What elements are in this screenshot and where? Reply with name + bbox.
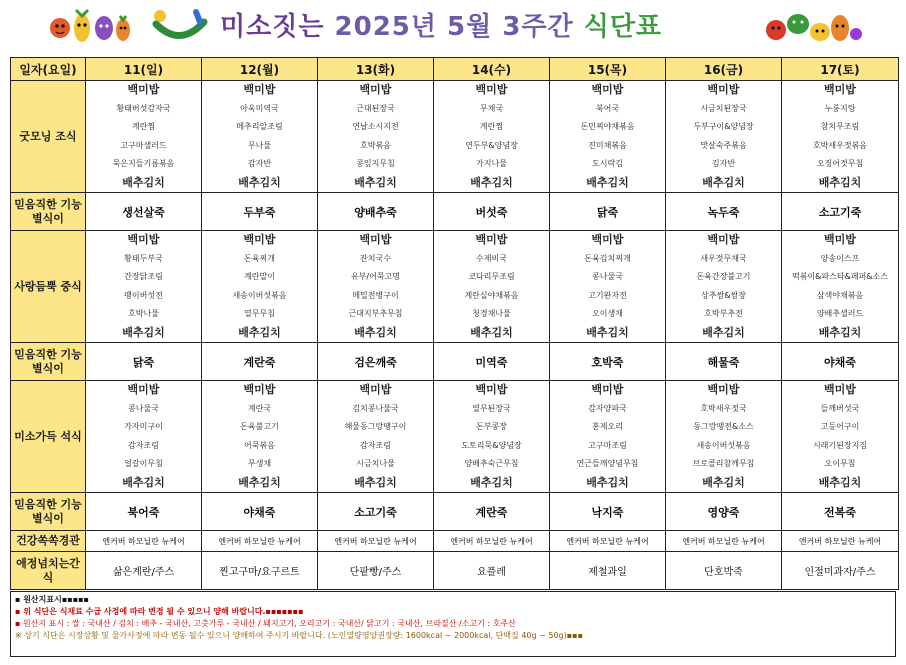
menu-item: 배추김치 (702, 175, 745, 189)
porridge-cell: 계란죽 (434, 493, 550, 531)
menu-item: 백미밥 (243, 233, 276, 246)
menu-item: 청경채나물 (472, 309, 511, 318)
menu-item: 아욱미역국 (240, 103, 279, 113)
menu-item: 무나물 (247, 140, 272, 150)
row-label: 건강쏙쏙경관 (11, 531, 86, 552)
menu-item: 황태두부국 (124, 253, 163, 263)
meal-cell (782, 381, 899, 493)
menu-item: 북어국 (595, 103, 620, 113)
menu-item: 배추김치 (586, 175, 629, 189)
menu-item: 백미밥 (707, 383, 740, 396)
menu-item: 배추김치 (238, 325, 281, 339)
meal-row (11, 231, 899, 343)
menu-item: 배추김치 (122, 325, 165, 339)
meal-cell (86, 81, 202, 193)
meal-cell (666, 81, 782, 193)
menu-item: 백미밥 (127, 383, 160, 396)
menu-item: 팽이버섯전 (124, 290, 163, 300)
day-header: 13(화) (318, 58, 434, 81)
menu-item: 백미밥 (591, 383, 624, 396)
day-header: 17(토) (782, 58, 899, 81)
menu-item: 열무된장국 (472, 403, 511, 413)
footer-nutrition-notice: ※ 상기 식단은 시장상황 및 물가사정에 따라 변동 될수 있으니 양해하여 주시기 바랍니다. (노인열량영양권장량: 1600kcal ~ 2000kcal, 단백질 40g ~ 50g)▪▪▪ (15, 631, 584, 640)
menu-item: 호박부추전 (704, 309, 743, 318)
row-label: 믿음직한 기능별식이 (11, 343, 86, 381)
menu-item: 오이무침 (824, 459, 856, 468)
menu-item: 김치콩나물국 (352, 403, 399, 413)
menu-item: 백미밥 (359, 83, 392, 96)
menu-item: 계란말이 (244, 272, 275, 281)
menu-item: 배추김치 (122, 475, 165, 489)
menu-item: 가지나물 (476, 159, 507, 168)
porridge-cell: 두부죽 (202, 193, 318, 231)
menu-item: 훈제오리 (592, 422, 623, 431)
row-label: 애정넘치는간식 (11, 552, 86, 590)
menu-item: 돈민찌야채볶음 (580, 122, 635, 131)
menu-item: 시래기된장지짐 (812, 440, 868, 450)
header-row (11, 58, 899, 81)
porridge-row (11, 493, 899, 531)
health-cell: 엔커버 하모닐란 뉴케어 (434, 531, 550, 552)
porridge-row (11, 343, 899, 381)
menu-item: 돈육김치찌개 (584, 253, 631, 263)
menu-item: 배추김치 (470, 175, 513, 189)
menu-item: 메밀전병구이 (352, 290, 399, 300)
day-header: 12(월) (202, 58, 318, 81)
menu-item: 연날소시지전 (352, 122, 399, 131)
porridge-cell: 녹두죽 (666, 193, 782, 231)
menu-item: 동그랑땡전&소스 (693, 422, 754, 431)
menu-item: 고등어구이 (820, 422, 860, 431)
menu-item: 진미채볶음 (588, 140, 627, 150)
menu-item: 떡볶이&파스타&페퍼&소스 (792, 272, 888, 281)
porridge-cell: 북어죽 (86, 493, 202, 531)
menu-item: 배추김치 (238, 475, 281, 489)
porridge-cell: 닭죽 (550, 193, 666, 231)
menu-item: 삼색야채볶음 (816, 290, 864, 300)
meal-cell (318, 81, 434, 193)
row-label: 믿음직한 기능별식이 (11, 493, 86, 531)
porridge-cell: 야채죽 (782, 343, 899, 381)
menu-item: 백미밥 (243, 83, 276, 96)
menu-item: 근대지부추무침 (348, 309, 403, 318)
menu-item: 코다리무조림 (468, 272, 515, 281)
day-header: 14(수) (434, 58, 550, 81)
footer-change-notice: ▪ 위 식단은 식재료 수급 사정에 따라 변경 될 수 있으니 양해 바랍니다.▪▪▪▪▪▪▪ (15, 607, 304, 616)
menu-item: 김자반 (711, 159, 736, 168)
menu-item: 배추김치 (702, 325, 745, 339)
snack-row (11, 552, 899, 590)
meal-cell (434, 381, 550, 493)
menu-item: 계란찜 (131, 122, 156, 131)
menu-item: 연근들깨양념무침 (576, 459, 639, 468)
title-main: 미소짓는 (220, 12, 335, 42)
menu-item: 백미밥 (127, 83, 160, 96)
menu-item: 백미밥 (707, 233, 740, 246)
menu-item: 참치무조림 (820, 122, 860, 131)
menu-item: 상추쌈&쌈장 (701, 290, 746, 300)
menu-item: 배추김치 (818, 325, 862, 339)
footer-notes (10, 591, 896, 657)
menu-item: 백미밥 (475, 233, 508, 246)
snack-cell: 제철과일 (550, 552, 666, 590)
porridge-cell: 호박죽 (550, 343, 666, 381)
menu-item: 새우젓무채국 (700, 253, 747, 263)
weekly-menu-table (10, 57, 899, 590)
menu-item: 열무무침 (244, 309, 275, 318)
menu-item: 계란실야채볶음 (464, 290, 519, 300)
menu-item: 백미밥 (707, 83, 740, 96)
menu-item: 배추김치 (354, 175, 397, 189)
day-header: 15(목) (550, 58, 666, 81)
footer-origin-detail: ▪ 원산지 표시 : 쌀 : 국내산 / 김치 : 배추 - 국내산, 고춧가루 - 국내산 / 돼지고기, 오리고기 : 국내산/ 닭고기 : 국내산, 브라질산 /소고기 : 호주산 (15, 619, 516, 628)
meal-cell (202, 231, 318, 343)
health-cell: 엔커버 하모닐란 뉴케어 (666, 531, 782, 552)
health-cell: 엔커버 하모닐란 뉴케어 (202, 531, 318, 552)
menu-item: 계란국 (247, 403, 272, 413)
menu-item: 브로콜리참깨무침 (692, 459, 755, 468)
meal-cell (550, 381, 666, 493)
meal-cell (86, 231, 202, 343)
page-title (220, 6, 662, 43)
menu-item: 얼갈이무침 (124, 459, 163, 468)
menu-item: 맛살숙주볶음 (700, 140, 747, 150)
meal-cell (550, 81, 666, 193)
menu-item: 유부/어묵고명 (350, 272, 401, 281)
porridge-cell: 야채죽 (202, 493, 318, 531)
menu-item: 배추김치 (586, 475, 629, 489)
menu-item: 백미밥 (475, 83, 508, 96)
menu-item: 백미밥 (359, 233, 392, 246)
menu-item: 근대된장국 (356, 103, 395, 113)
meal-cell (782, 81, 899, 193)
porridge-cell: 영양죽 (666, 493, 782, 531)
menu-item: 양배추숙근무침 (464, 459, 519, 468)
menu-item: 오이생채 (592, 309, 623, 318)
menu-item: 고구마조림 (588, 440, 627, 450)
menu-item: 도시락김 (592, 159, 623, 168)
menu-item: 시금치나물 (356, 459, 395, 468)
meal-cell (666, 381, 782, 493)
menu-item: 가자미구이 (124, 422, 163, 431)
menu-item: 오징어젓무침 (816, 159, 864, 168)
menu-item: 시금치된장국 (700, 103, 747, 113)
menu-item: 호박볶음 (360, 140, 391, 150)
menu-item: 양배추샐러드 (816, 309, 864, 318)
title-date: 2025년 5월 3주간 (334, 12, 584, 42)
porridge-cell: 해물죽 (666, 343, 782, 381)
menu-item: 백미밥 (127, 233, 160, 246)
menu-item: 호박새우젓볶음 (812, 140, 868, 150)
health-cell: 엔커버 하모닐란 뉴케어 (86, 531, 202, 552)
snack-cell: 단팥빵/주스 (318, 552, 434, 590)
porridge-cell: 낙지죽 (550, 493, 666, 531)
menu-item: 배추김치 (354, 475, 397, 489)
snack-cell: 인절미과자/주스 (782, 552, 899, 590)
menu-item: 백미밥 (591, 83, 624, 96)
menu-item: 무채국 (479, 103, 504, 113)
row-label: 굿모닝 조식 (11, 81, 86, 193)
porridge-cell: 버섯죽 (434, 193, 550, 231)
menu-item: 배추김치 (470, 475, 513, 489)
menu-item: 배추김치 (354, 325, 397, 339)
menu-item: 새송이버섯볶음 (232, 290, 287, 300)
menu-item: 감자반 (247, 159, 272, 168)
snack-cell: 찐고구마/요구르트 (202, 552, 318, 590)
menu-item: 콩잎지무침 (356, 159, 395, 168)
menu-item: 묵은지들기름볶음 (112, 159, 175, 168)
menu-item: 감자양파국 (588, 403, 627, 413)
menu-item: 돈육불고기 (240, 422, 279, 431)
menu-item: 배추김치 (238, 175, 281, 189)
menu-item: 무생채 (247, 459, 272, 468)
row-label: 사랑듬뿍 중식 (11, 231, 86, 343)
menu-item: 양송이스프 (820, 253, 860, 263)
menu-item: 돈육간장불고기 (696, 272, 751, 281)
porridge-cell: 닭죽 (86, 343, 202, 381)
snack-cell: 단호박죽 (666, 552, 782, 590)
porridge-row (11, 193, 899, 231)
health-cell: 엔커버 하모닐란 뉴케어 (318, 531, 434, 552)
title-menu: 식단표 (583, 12, 663, 42)
menu-item: 콩나물국 (592, 272, 623, 281)
menu-item: 돈육찌개 (244, 253, 275, 263)
menu-item: 콩나물국 (128, 403, 159, 413)
meal-cell (666, 231, 782, 343)
meal-cell (434, 231, 550, 343)
menu-item: 배추김치 (122, 175, 165, 189)
porridge-cell: 전복죽 (782, 493, 899, 531)
meal-cell (318, 231, 434, 343)
menu-item: 해물동그랑땡구이 (344, 422, 407, 431)
menu-item: 배추김치 (818, 175, 862, 189)
porridge-cell: 계란죽 (202, 343, 318, 381)
menu-item: 누룽지탕 (824, 103, 856, 113)
menu-item: 간장닭조림 (124, 272, 163, 281)
menu-item: 백미밥 (824, 383, 856, 396)
menu-item: 고기완자전 (588, 290, 627, 300)
menu-item: 고구마샐러드 (120, 140, 167, 150)
meal-cell (202, 381, 318, 493)
menu-item: 수제비국 (476, 253, 507, 263)
menu-item: 백미밥 (824, 83, 856, 96)
menu-item: 돈부콩장 (476, 422, 507, 431)
meal-cell (86, 381, 202, 493)
health-cell: 엔커버 하모닐란 뉴케어 (550, 531, 666, 552)
smile-logo-icon (150, 8, 210, 42)
row-label: 미소가득 석식 (11, 381, 86, 493)
menu-item: 연두부&양념장 (465, 140, 518, 150)
meal-cell (318, 381, 434, 493)
menu-item: 백미밥 (359, 383, 392, 396)
menu-item: 호박새우젓국 (700, 403, 747, 413)
porridge-cell: 미역죽 (434, 343, 550, 381)
date-header: 일자(요일) (11, 58, 86, 81)
vegetable-characters-left-icon (48, 4, 132, 46)
menu-item: 호박나물 (128, 309, 159, 318)
menu-item: 배추김치 (586, 325, 629, 339)
menu-item: 계란찜 (479, 122, 504, 131)
menu-item: 새송이버섯볶음 (696, 440, 751, 450)
menu-item: 배추김치 (470, 325, 513, 339)
health-drink-row (11, 531, 899, 552)
porridge-cell: 양배추죽 (318, 193, 434, 231)
menu-item: 백미밥 (243, 383, 276, 396)
snack-cell: 요플레 (434, 552, 550, 590)
porridge-cell: 소고기죽 (318, 493, 434, 531)
menu-item: 감자조림 (360, 440, 391, 450)
row-label: 믿음직한 기능별식이 (11, 193, 86, 231)
menu-item: 배추김치 (702, 475, 745, 489)
menu-item: 백미밥 (824, 233, 856, 246)
vegetable-characters-right-icon (762, 4, 862, 46)
footer-origin-title: ▪ 원산지표시▪▪▪▪▪ (15, 595, 89, 604)
snack-cell: 삶은계란/주스 (86, 552, 202, 590)
meal-cell (434, 81, 550, 193)
menu-item: 두부구이&양념장 (693, 122, 754, 131)
menu-item: 배추김치 (818, 475, 862, 489)
menu-item: 황태버섯감자국 (116, 103, 171, 113)
menu-item: 백미밥 (475, 383, 508, 396)
menu-item: 감자조림 (128, 440, 159, 450)
menu-item: 어묵볶음 (244, 440, 275, 450)
meal-row (11, 81, 899, 193)
meal-cell (202, 81, 318, 193)
menu-item: 들깨버섯국 (820, 403, 860, 413)
porridge-cell: 생선살죽 (86, 193, 202, 231)
day-header: 11(일) (86, 58, 202, 81)
meal-cell (782, 231, 899, 343)
meal-row (11, 381, 899, 493)
menu-item: 도토리묵&양념장 (461, 440, 522, 450)
health-cell: 엔커버 하모닐란 뉴케어 (782, 531, 899, 552)
menu-item: 메추리알조림 (236, 122, 283, 131)
porridge-cell: 소고기죽 (782, 193, 899, 231)
day-header: 16(금) (666, 58, 782, 81)
menu-item: 백미밥 (591, 233, 624, 246)
meal-cell (550, 231, 666, 343)
menu-item: 잔치국수 (360, 253, 391, 263)
porridge-cell: 검은깨죽 (318, 343, 434, 381)
header (0, 0, 906, 50)
